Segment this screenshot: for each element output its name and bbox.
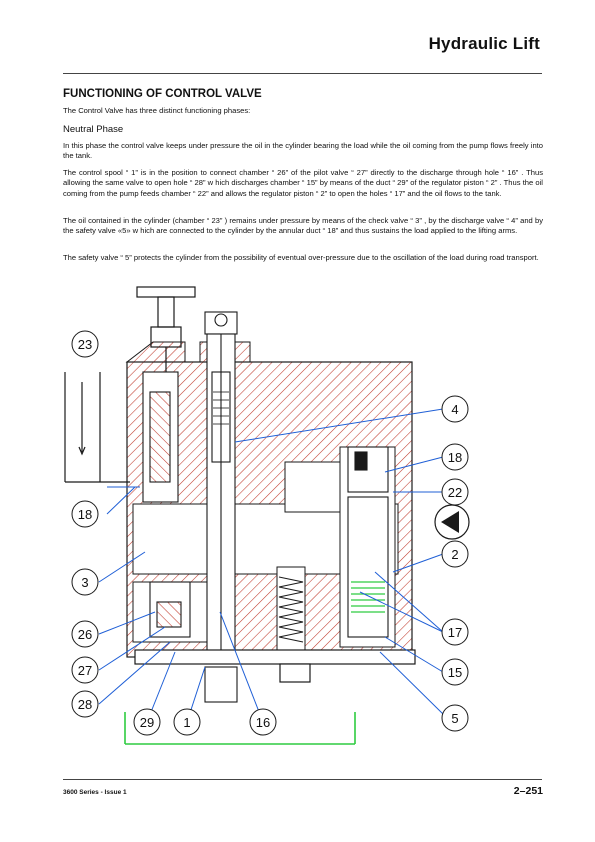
callout-18-left [72,501,98,527]
callout-27 [72,657,98,683]
control-valve-diagram [55,282,545,752]
regulator-valve [348,447,388,637]
svg-text:28: 28 [77,697,93,712]
callout-28 [72,691,98,717]
callout-1 [174,709,200,735]
svg-text:15: 15 [447,665,463,680]
callout-5 [442,705,468,731]
callout-4 [442,396,468,422]
header-rule [63,73,542,74]
base-plate [135,650,415,682]
tank-line [125,712,355,744]
page-number: 2–251 [513,785,543,797]
svg-text:4: 4 [451,402,459,417]
callout-23 [72,331,98,357]
intro-text: The Control Valve has three distinct functioning phases: [63,106,251,115]
callout-26 [72,621,98,647]
paragraph: In this phase the control valve keeps under pressure the oil in the cylinder bearing the load while the oil coming from the pump flows freely into the tank. [63,141,543,161]
svg-text:17: 17 [447,625,463,640]
svg-text:27: 27 [77,663,93,678]
svg-text:2: 2 [451,547,459,562]
svg-text:3: 3 [81,575,89,590]
svg-text:22: 22 [447,485,463,500]
paragraph: The control spool “ 1” is in the position to connect chamber “ 26” of the pilot valve “ 27” directly to the discharge through hole “ 16” . Thus allowing the same valve to open hole “ 28” w hich discharges chamber “ 15” by means of the duct “ 29” of the regulator piston “ 2” . Thus the oil coming from the pump feeds chamber “ 22” and allows the regulator piston “ 2” to open the holes “ 17” and the oil flows to the tank. [63,168,543,198]
callout-18-right [442,444,468,470]
callout-17 [442,619,468,645]
spring [277,567,305,657]
flow-arrow-icon [435,505,469,539]
footer-rule [63,779,542,780]
svg-text:23: 23 [77,337,93,352]
phase-title: Neutral Phase [63,124,124,135]
callout-3 [72,569,98,595]
svg-text:5: 5 [451,711,459,726]
section-title: FUNCTIONING OF CONTROL VALVE [63,88,262,100]
svg-text:18: 18 [77,507,93,522]
svg-text:1: 1 [183,715,191,730]
callout-15 [442,659,468,685]
svg-text:26: 26 [77,627,93,642]
paragraph: The oil contained in the cylinder (chamber “ 23” ) remains under pressure by means of the check valve “ 3” , by the discharge valve “ 4” and by the safety valve «5» w hich are connected to the cylinder by the annular duct “ 18” and thus sustains the load applied to the lifting arms. [63,216,543,236]
svg-text:16: 16 [255,715,271,730]
callout-29 [134,709,160,735]
footer-series: 3600 Series - Issue 1 [63,789,127,796]
svg-text:29: 29 [139,715,155,730]
callout-22 [442,479,468,505]
callout-2 [442,541,468,567]
cylinder-schematic [65,372,130,482]
paragraph: The safety valve “ 5” protects the cylinder from the possibility of eventual over-pressure due to the oscillation of the load during road transport. [63,253,539,262]
svg-text:18: 18 [447,450,463,465]
callout-16 [250,709,276,735]
header-title: Hydraulic Lift [428,34,540,53]
